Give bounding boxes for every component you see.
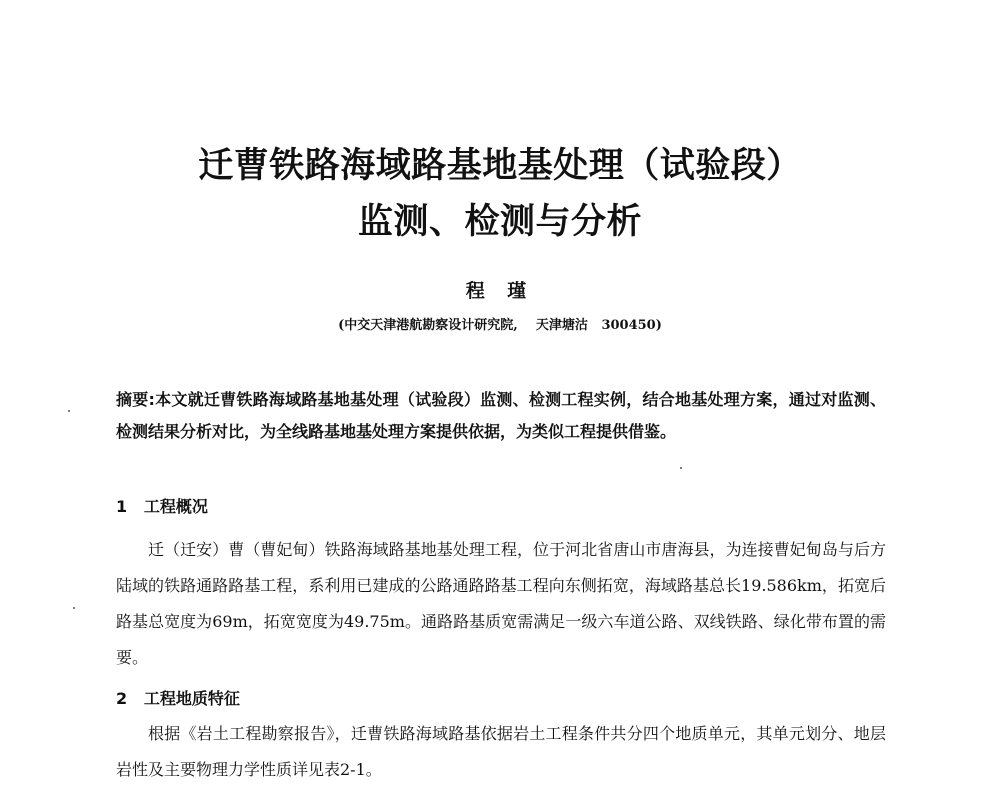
author-name: 程 瑾 <box>465 280 535 302</box>
section-heading-1: 1 工程概况 <box>116 497 208 516</box>
section-heading-2: 2 工程地质特征 <box>116 689 240 708</box>
abstract <box>116 384 886 448</box>
scan-speck <box>68 410 70 412</box>
scan-speck <box>73 607 75 609</box>
author-affiliation: (中交天津港航勘察设计研究院, 天津塘沽 300450) <box>338 318 662 333</box>
scan-speck <box>680 467 682 469</box>
paper-title-line-1: 迁曹铁路海域路基地基处理（试验段） <box>198 145 802 186</box>
section-paragraph-2: 根据《岩土工程勘察报告》，迁曹铁路海域路基依据岩土工程条件共分四个地质单元，其单元划分、地层岩性及主要物理力学性质详见表2-1。 <box>116 724 886 779</box>
paper-title-line-2: 监测、检测与分析 <box>357 201 642 242</box>
abstract-label: 摘要: <box>116 390 155 409</box>
abstract-text: 本文就迁曹铁路海域路基地基处理（试验段）监测、检测工程实例，结合地基处理方案，通过对监测、检测结果分析对比，为全线路基地基处理方案提供依据，为类似工程提供借鉴。 <box>116 390 886 441</box>
section-paragraph-1: 迁（迁安）曹（曹妃甸）铁路海域路基地基处理工程，位于河北省唐山市唐海县，为连接曹妃甸岛与后方陆域的铁路通路路基工程，系利用已建成的公路通路路基工程向东侧拓宽，海域路基总长19.586km，拓宽后路基总宽度为69m，拓宽宽度为49.75m。通路路基质宽需满足一级六车道公路、双线铁路、绿化带布置的需要。 <box>116 540 886 667</box>
